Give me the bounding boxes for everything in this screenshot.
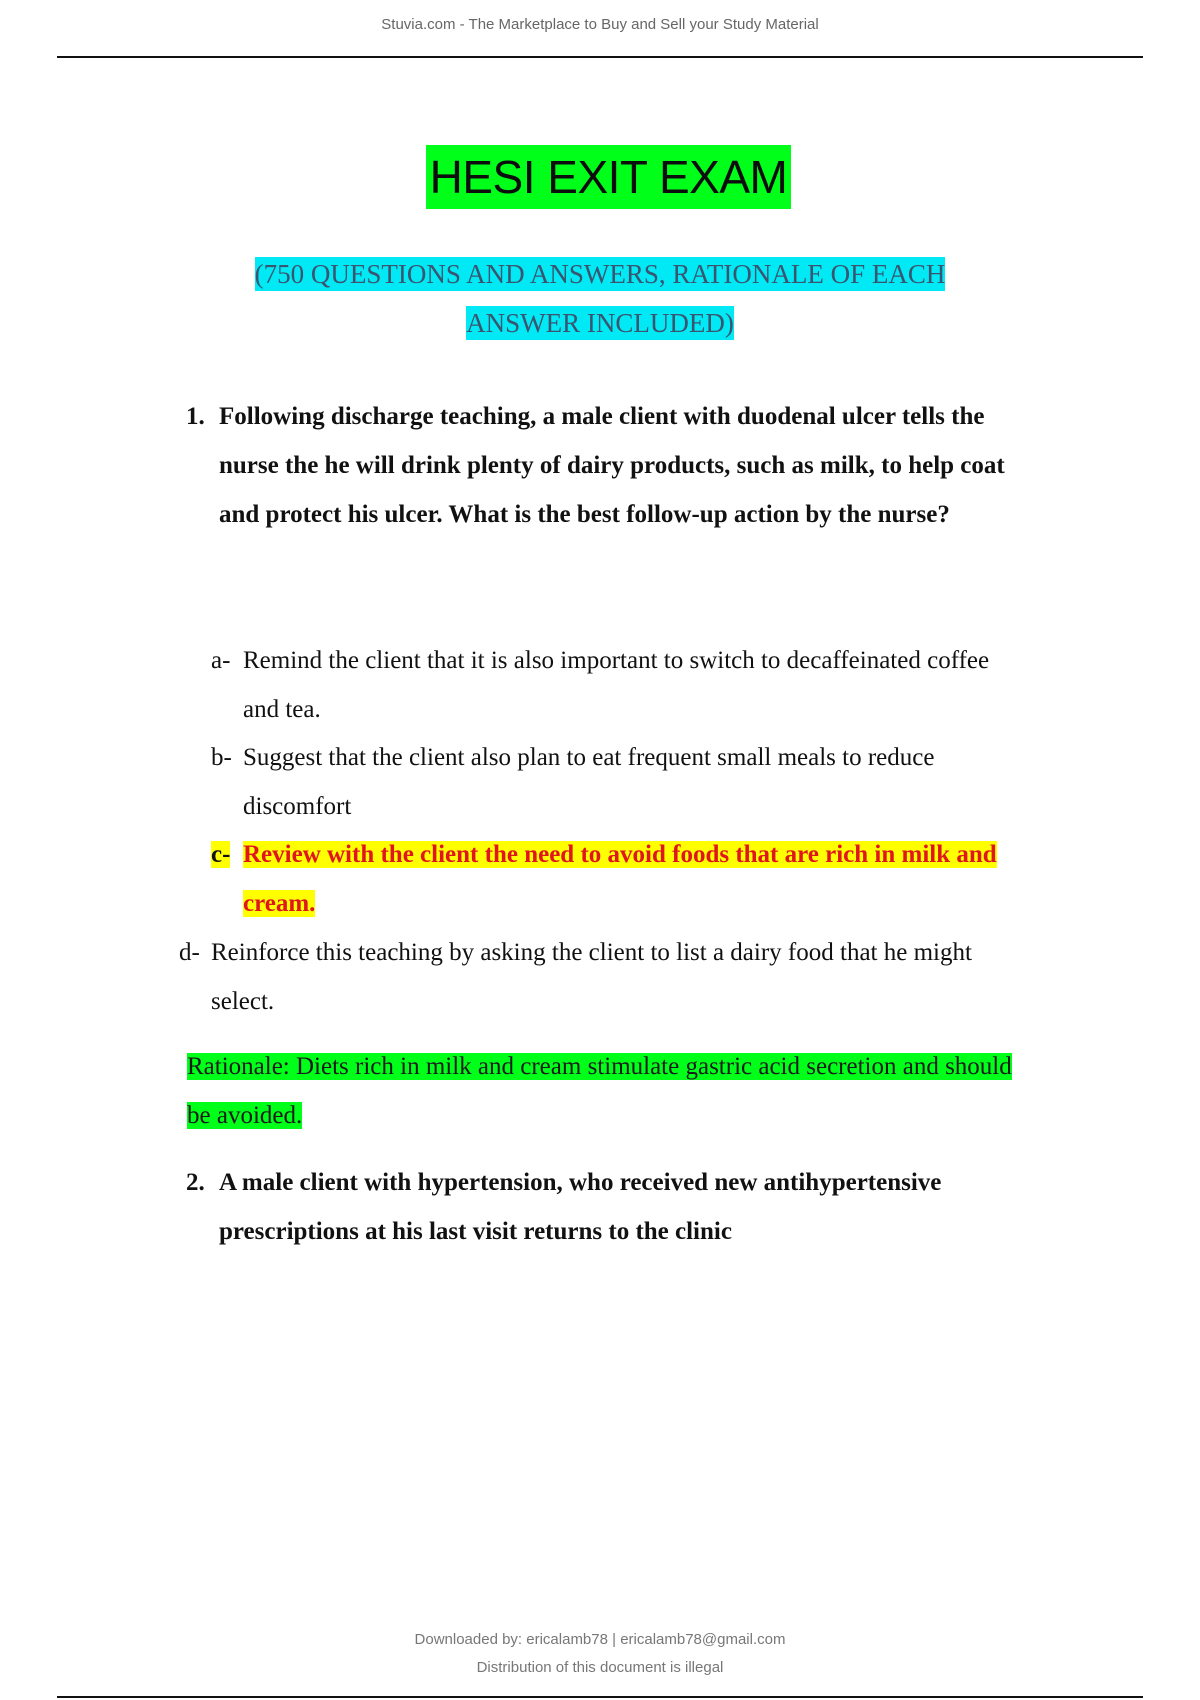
option-letter: a- bbox=[211, 647, 231, 674]
footer-downloaded-by: Downloaded by: ericalamb78 | ericalamb78@gmail.com bbox=[414, 1631, 786, 1648]
question-text: A male client with hypertension, who received new antihypertensive prescriptions at his last visit returns to the clinic bbox=[219, 1169, 942, 1245]
answer-option-a bbox=[211, 636, 1031, 734]
option-text: Reinforce this teaching by asking the client to list a dairy food that he might select. bbox=[211, 939, 972, 1015]
title-container bbox=[0, 145, 1200, 209]
option-letter: d- bbox=[179, 939, 200, 966]
question-number: 2. bbox=[186, 1169, 205, 1196]
page-header-watermark: Stuvia.com - The Marketplace to Buy and Sell your Study Material bbox=[381, 16, 819, 33]
option-text: Remind the client that it is also important to switch to decaffeinated coffee and tea. bbox=[243, 647, 990, 723]
answer-option-d bbox=[179, 928, 1029, 1026]
question-number: 1. bbox=[186, 403, 205, 430]
option-text: Suggest that the client also plan to eat frequent small meals to reduce discomfort bbox=[243, 744, 935, 820]
option-letter: b- bbox=[211, 744, 232, 771]
subtitle-line-2: ANSWER INCLUDED) bbox=[466, 308, 734, 338]
document-title: HESI EXIT EXAM bbox=[426, 145, 792, 209]
question-text: Following discharge teaching, a male client with duodenal ulcer tells the nurse the he will drink plenty of dairy products, such as milk, to help coat and protect his ulcer. What is the best follow-up action by the nurse? bbox=[219, 403, 1005, 528]
footer-distribution-notice: Distribution of this document is illegal bbox=[476, 1659, 724, 1676]
question-2 bbox=[186, 1158, 1026, 1256]
answer-option-c-correct bbox=[211, 830, 1031, 928]
option-text: Review with the client the need to avoid foods that are rich in milk and cream. bbox=[243, 841, 997, 917]
question-1 bbox=[186, 392, 1026, 539]
document-subtitle bbox=[200, 250, 1000, 348]
answer-option-b bbox=[211, 733, 1031, 831]
header-divider bbox=[57, 56, 1143, 58]
footer-divider bbox=[57, 1696, 1143, 1698]
option-letter: c- bbox=[211, 841, 231, 868]
rationale-block bbox=[187, 1042, 1017, 1140]
subtitle-line-1: (750 QUESTIONS AND ANSWERS, RATIONALE OF EACH bbox=[254, 259, 946, 289]
rationale-text: Rationale: Diets rich in milk and cream stimulate gastric acid secretion and should be avoided. bbox=[187, 1053, 1012, 1129]
